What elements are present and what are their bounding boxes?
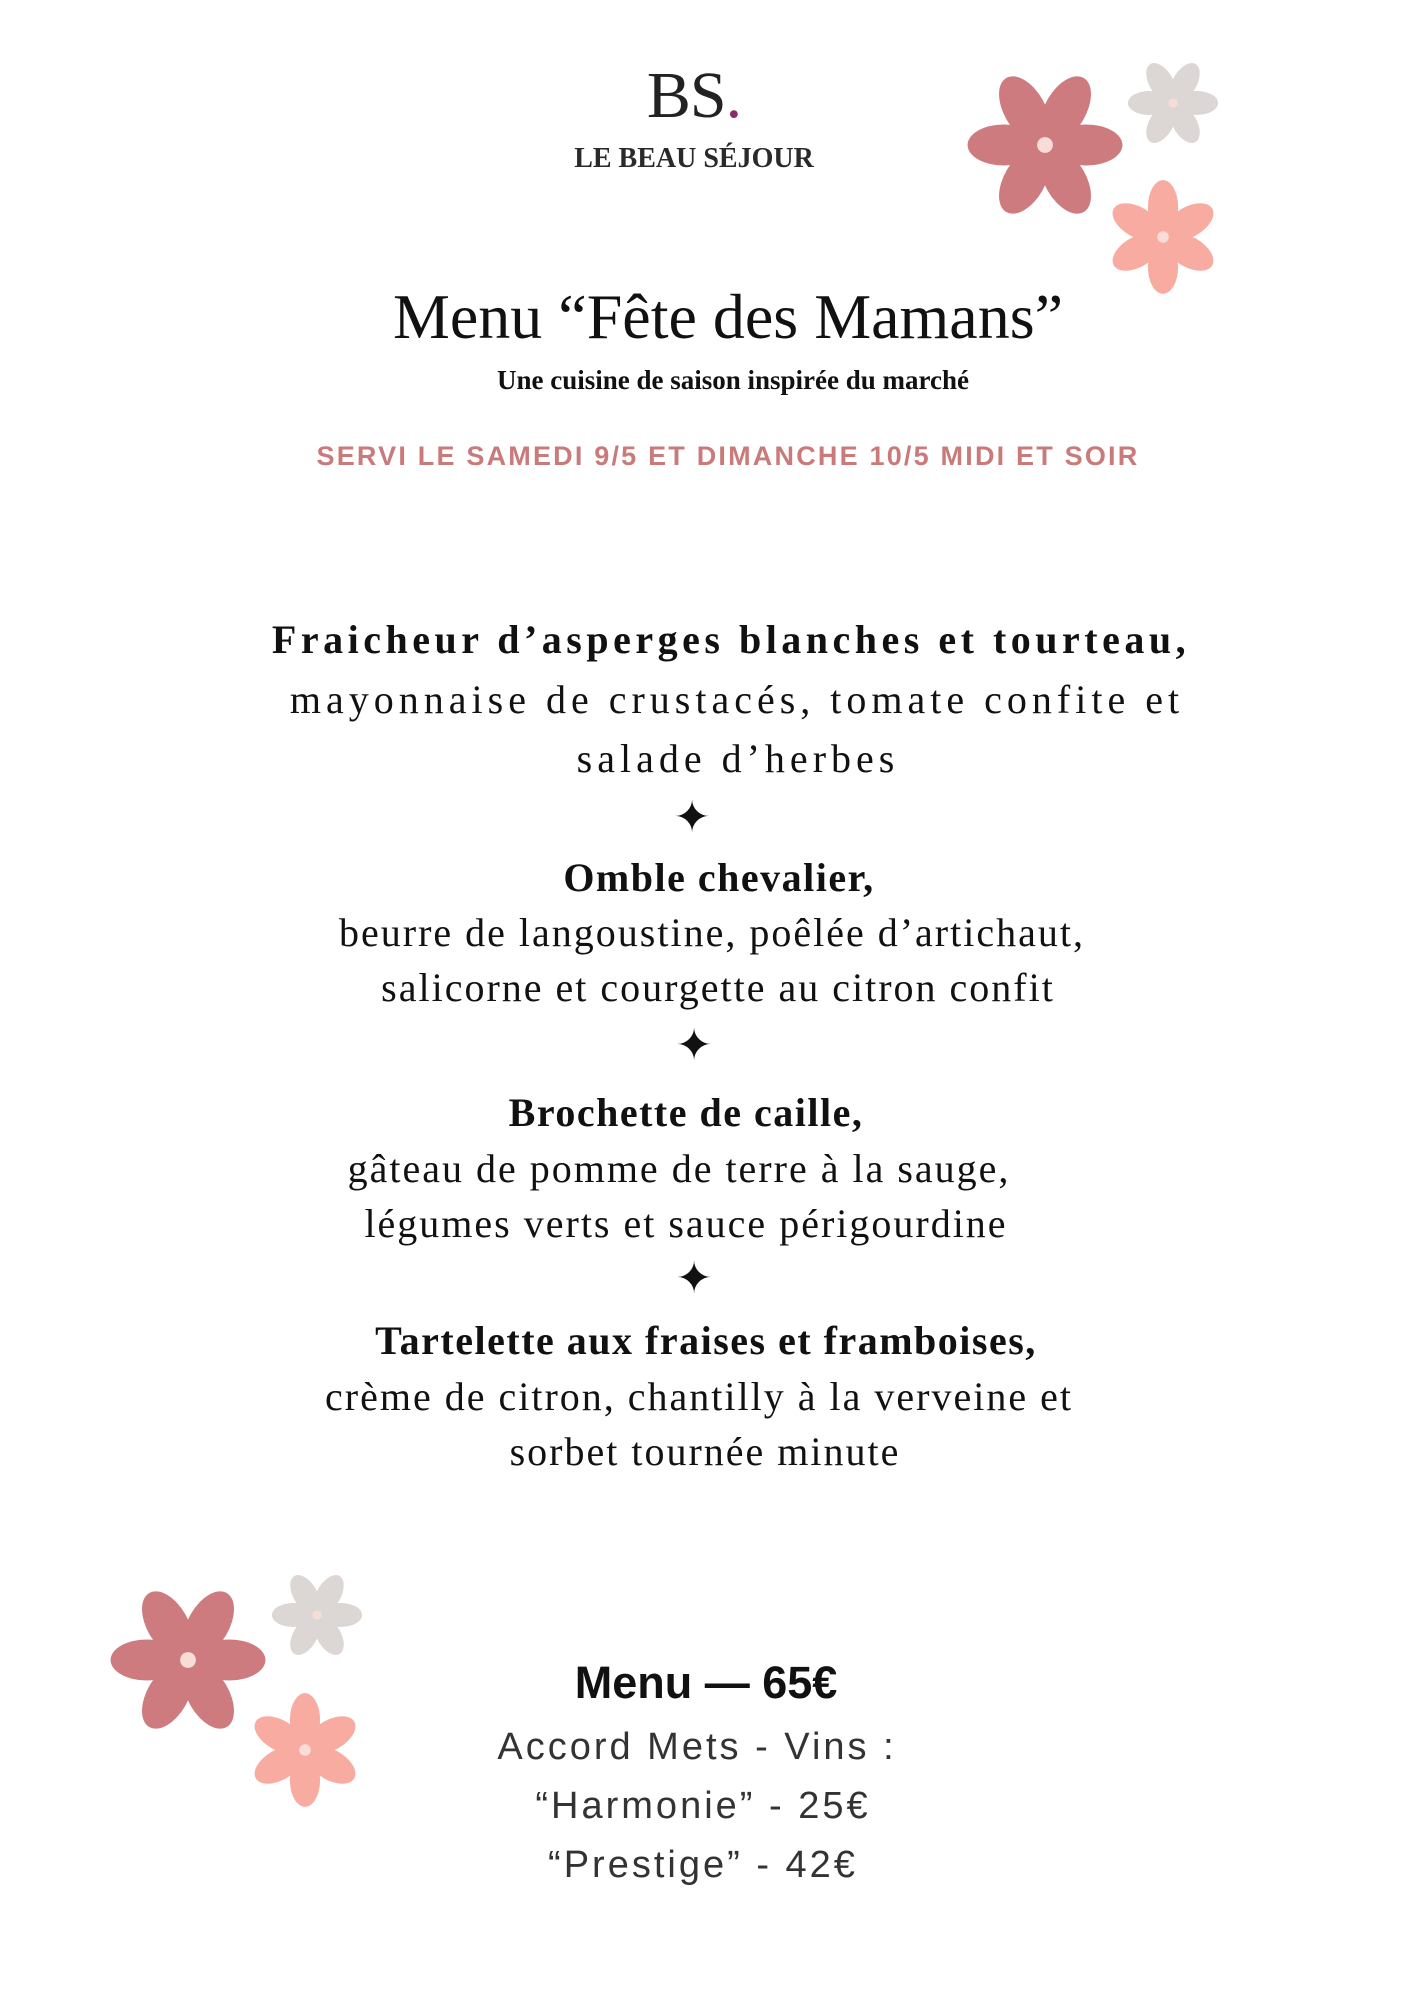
flower-center (1157, 231, 1169, 243)
wine-pairing-label: Accord Mets - Vins : (497, 1726, 897, 1768)
menu-title: Menu “Fête des Mamans” (392, 281, 1064, 352)
course-description: beurre de langoustine, poêlée d’artichaut, (339, 910, 1085, 955)
course-description: salicorne et courgette au citron confit (381, 965, 1055, 1010)
menu-price: Menu — 65€ (574, 1657, 838, 1708)
flower-icon (272, 1570, 362, 1660)
brand-name: LE BEAU SÉJOUR (574, 143, 814, 174)
wine-pairing-option: “Prestige” - 42€ (548, 1844, 858, 1886)
menu-subtitle: Une cuisine de saison inspirée du marché (496, 365, 970, 395)
service-dates: SERVI LE SAMEDI 9/5 ET DIMANCHE 10/5 MIDI ET SOIR (316, 441, 1140, 471)
course-title: Omble chevalier, (563, 855, 875, 900)
flower-center (312, 1610, 321, 1619)
logo-dot: . (725, 59, 742, 132)
sparkle-icon: ✦ (675, 1253, 713, 1304)
course-description: sorbet tournée minute (509, 1429, 901, 1474)
brand-logo (44, 56, 1344, 136)
course-title: Fraicheur d’asperges blanches et tourteau, (271, 617, 1191, 662)
course-description: légumes verts et sauce périgourdine (364, 1201, 1008, 1246)
course-title: Tartelette aux fraises et framboises, (375, 1318, 1037, 1363)
wine-pairing-option: “Harmonie” - 25€ (535, 1785, 871, 1827)
course-title: Brochette de caille, (508, 1090, 864, 1135)
course-description: crème de citron, chantilly à la verveine et (325, 1374, 1073, 1419)
course-description: gâteau de pomme de terre à la sauge, (347, 1146, 1011, 1191)
course-description: mayonnaise de crustacés, tomate confite et (289, 677, 1185, 722)
course-description: salade d’herbes (576, 736, 900, 781)
sparkle-icon: ✦ (673, 792, 711, 843)
sparkle-icon: ✦ (675, 1020, 713, 1071)
logo-letters: BS (646, 59, 726, 132)
